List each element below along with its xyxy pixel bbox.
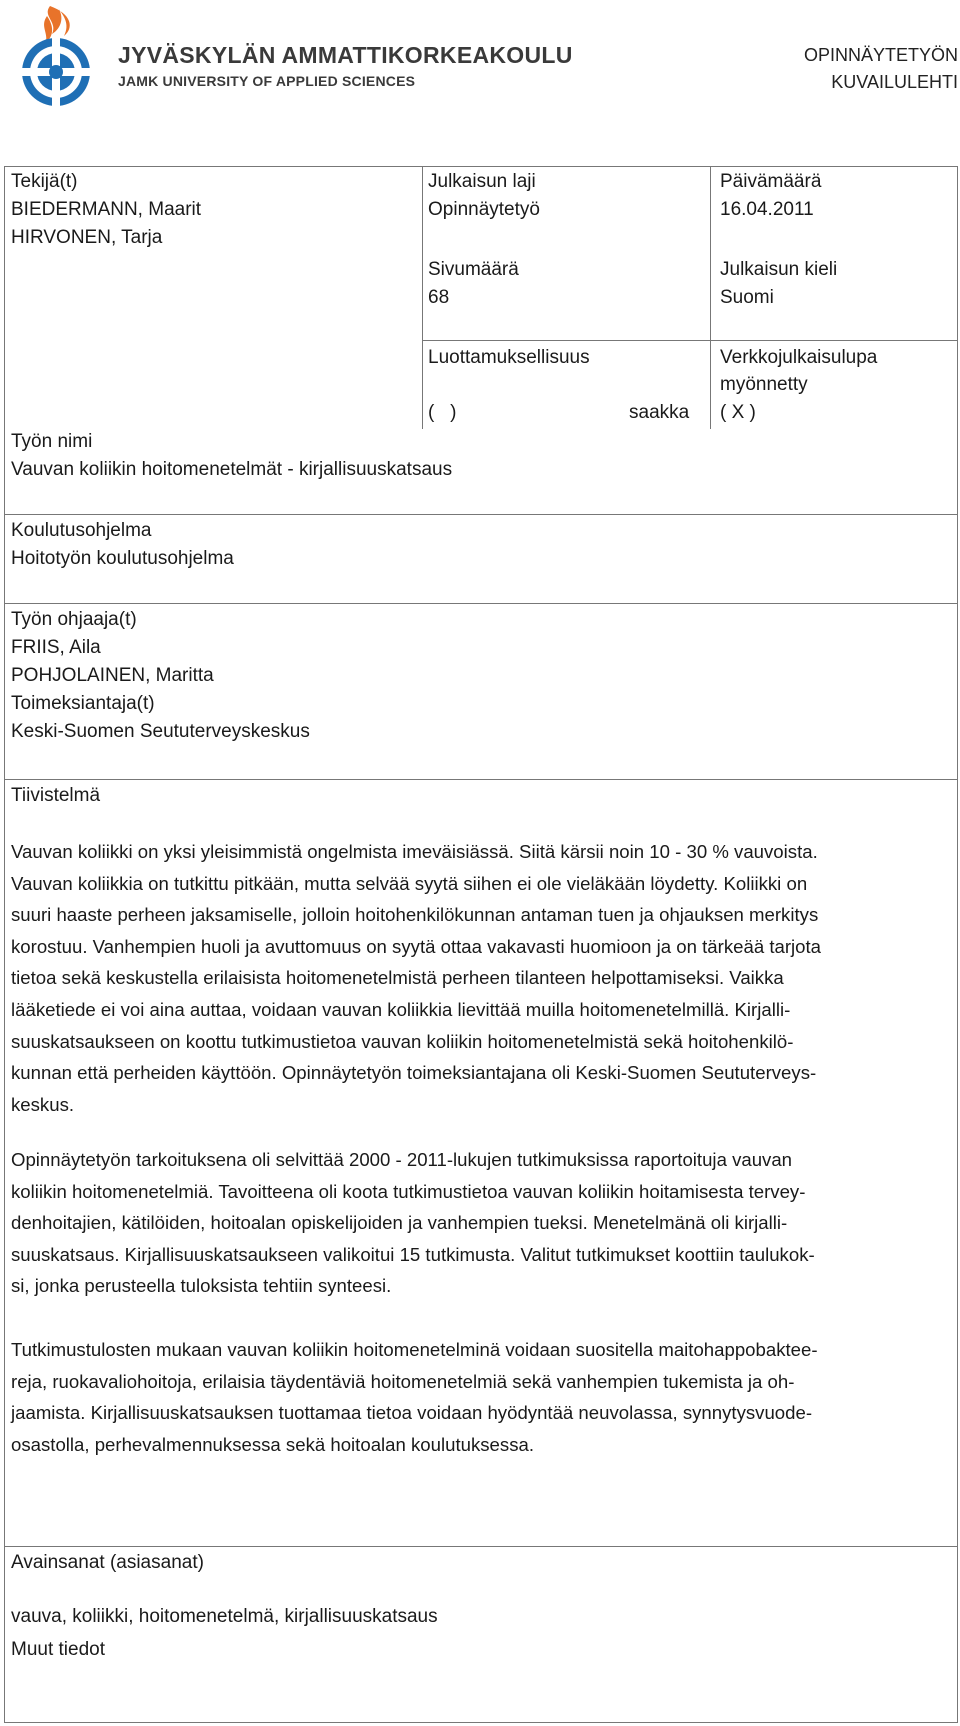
author-name: BIEDERMANN, Maarit [11,199,202,220]
border-top [4,166,958,167]
supervisors-label: Työn ohjaaja(t) [11,609,137,630]
document-type-line2: KUVAILULEHTI [831,72,958,92]
divider-pages-row [422,340,958,341]
jamk-emblem-icon [14,2,114,110]
confidentiality-label: Luottamuksellisuus [428,347,590,368]
divider-col2 [710,166,711,429]
author-label: Tekijä(t) [11,171,78,192]
logo-name: JYVÄSKYLÄN AMMATTIKORKEAKOULU [118,42,573,68]
title-value: Vauvan koliikin hoitomenetelmät - kirjallisuuskatsaus [11,459,453,480]
title-label: Työn nimi [11,431,93,452]
confidentiality-value: ( ) [428,402,457,423]
other-info-label: Muut tiedot [11,1639,105,1660]
description-form [4,166,958,1723]
programme-label: Koulutusohjelma [11,520,152,541]
document-type-line1: OPINNÄYTETYÖN [803,45,958,65]
document-type [804,42,958,96]
jamk-logo [14,2,573,110]
commissioner-label: Toimeksiantaja(t) [11,693,155,714]
border-left [4,166,5,1723]
divider-title [4,514,958,515]
publication-type-value: Opinnäytetyö [428,199,540,220]
publication-type-label: Julkaisun laji [428,171,536,192]
programme-value: Hoitotyön koulutusohjelma [11,548,234,569]
logo-subtitle: JAMK UNIVERSITY OF APPLIED SCIENCES [118,73,416,89]
commissioner-value: Keski-Suomen Seututerveyskeskus [11,721,310,742]
author-name: HIRVONEN, Tarja [11,227,163,248]
date-value: 16.04.2011 [720,199,814,220]
online-permission-label: Verkkojulkaisulupa [720,347,878,368]
abstract-paragraph: Tutkimustulosten mukaan vauvan koliikin hoitomenetelminä voidaan suositella maitohappobaktee- reja, ruokavaliohoitoja, erilaisia täydentäviä hoitomenetelmiä sekä vanhempien tukemista ja oh- jaamista. Kirjallisuuskatsauksen tuottamaa tietoa voidaan hyödyntää neuvolassa, synnytysvuode- osastolla, perhevalmennuksessa sekä hoitoalan koulutuksessa. [11,1339,818,1455]
online-permission-label-2: myönnetty [720,374,808,395]
confidentiality-until: saakka [629,402,690,423]
pages-label: Sivumäärä [428,259,519,280]
abstract-paragraph: Opinnäytetyön tarkoituksena oli selvittää 2000 - 2011-lukujen tutkimuksissa raportoituja vauvan koliikin hoitomenetelmiä. Tavoitteena oli koota tutkimustietoa vauvan koliikin hoitamisesta tervey- denhoitajien, kätilöiden, hoitoalan opiskelijoiden ja vanhempien tueksi. Menetelmänä oli kirjalli- suuskatsaus. Kirjallisuuskatsaukseen valikoitui 15 tutkimusta. Valitut tutkimukset koottiin taulukok- si, jonka perusteella tuloksista tehtiin synteesi. [11,1149,815,1297]
abstract-label: Tiivistelmä [11,785,101,806]
divider-col1 [422,166,423,429]
border-right [957,166,958,1723]
pages-value: 68 [428,287,450,308]
divider-programme [4,603,958,604]
language-label: Julkaisun kieli [720,259,838,280]
language-value: Suomi [720,287,774,308]
online-permission-value: ( X ) [720,402,756,423]
divider-supervisors [4,779,958,780]
border-bottom [4,1722,958,1723]
divider-abstract [4,1546,958,1547]
abstract-paragraph: Vauvan koliikki on yksi yleisimmistä ongelmista imeväisiässä. Siitä kärsii noin 10 - 30 % vauvoista. Vauvan koliikkia on tutkittu pitkään, mutta selvää syytä siihen ei ole vieläkään löydetty. Koliikki on suuri haaste perheen jaksamiselle, jolloin hoitohenkilökunnan antaman tuen ja ohjauksen merkitys korostuu. Vanhempien huoli ja avuttomuus on syytä ottaa vakavasti huomioon ja on tärkeää tarjota tietoa sekä keskustella erilaisista hoitomenetelmistä perheen tilanteen helpottamiseksi. Vaikka lääketiede ei voi aina auttaa, voidaan vauvan koliikkia lievittää muilla hoitomenetelmillä. Kirjalli- suuskatsaukseen on koottu tutkimustietoa vauvan koliikin hoitomenetelmistä sekä hoitohenkilö- kunnan että perheiden käyttöön. Opinnäytetyön toimeksiantajana oli Keski-Suomen Seututerveys- keskus. [11,841,821,1115]
date-label: Päivämäärä [720,171,822,192]
supervisor-name: POHJOLAINEN, Maritta [11,665,214,686]
keywords-value: vauva, koliikki, hoitomenetelmä, kirjallisuuskatsaus [11,1606,438,1627]
keywords-label: Avainsanat (asiasanat) [11,1552,204,1573]
supervisor-name: FRIIS, Aila [11,637,101,658]
